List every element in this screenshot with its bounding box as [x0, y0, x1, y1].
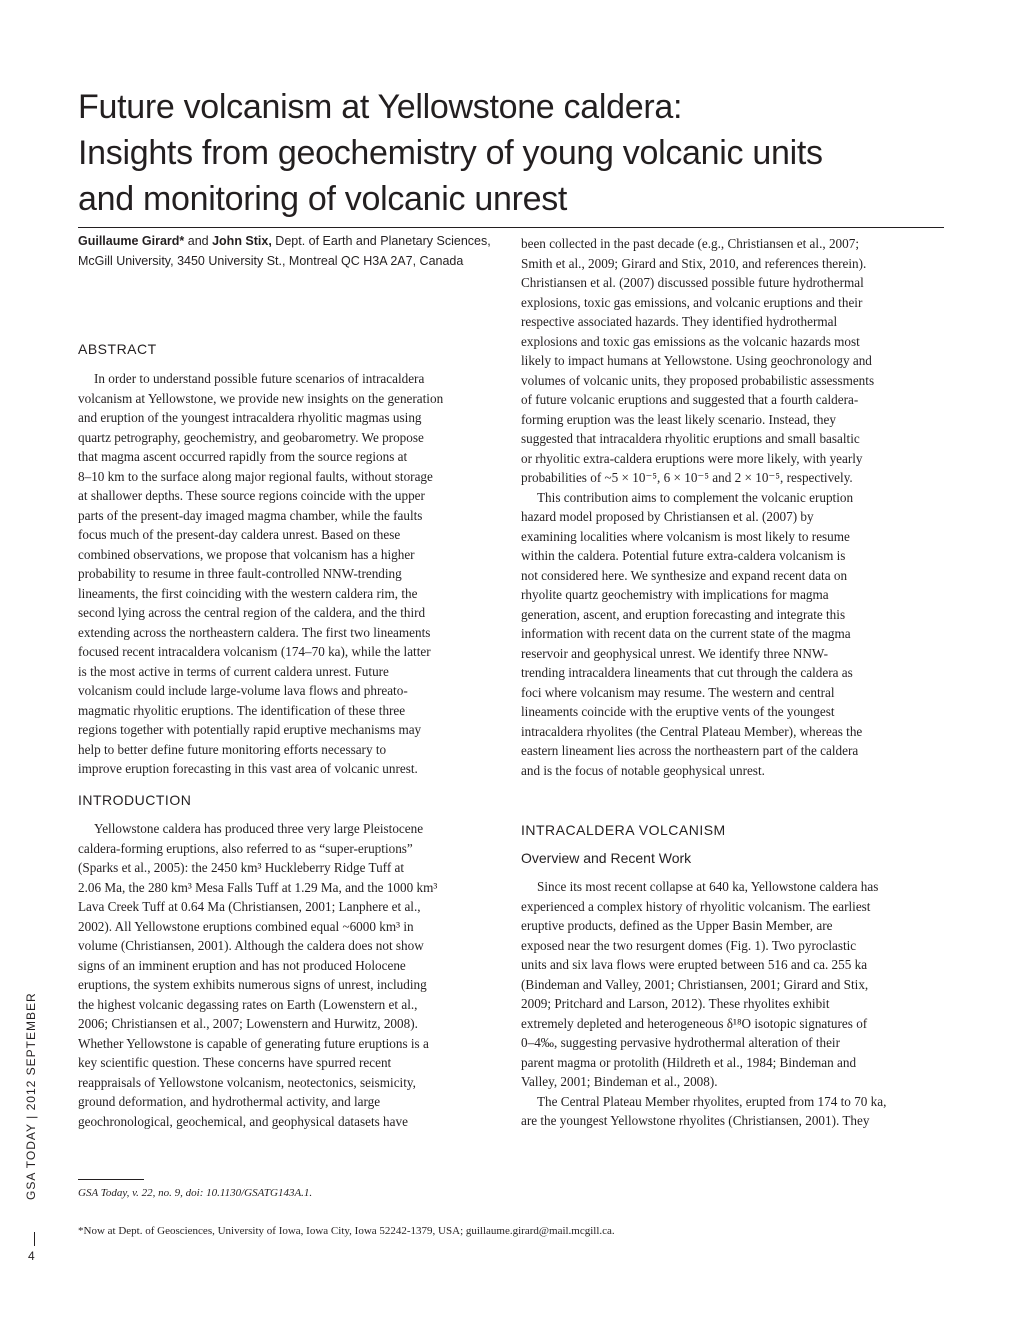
- text-line: within the caldera. Potential future extra-caldera volcanism is: [521, 548, 846, 563]
- author-name: Guillaume Girard*: [78, 234, 185, 248]
- author-footnote: *Now at Dept. of Geosciences, University of Iowa, Iowa City, Iowa 52242-1379, USA; guillaume.girard@mail.mcgill.ca.: [78, 1225, 615, 1237]
- introduction-text: [78, 819, 437, 1131]
- text-line: magmatic rhyolitic eruptions. The identification of these three: [78, 702, 406, 718]
- intracaldera-subheading: Overview and Recent Work: [521, 850, 692, 866]
- text-line: eruptive products, defined as the Upper Basin Member, are: [521, 918, 833, 933]
- citation-footnote: GSA Today, v. 22, no. 9, doi: 10.1130/GSATG143A.1.: [78, 1187, 313, 1199]
- text-line: regions together with potentially rapid eruptive mechanisms may: [78, 722, 422, 737]
- text-line: Since its most recent collapse at 640 ka, Yellowstone caldera has: [537, 879, 879, 894]
- text-line: combined observations, we propose that volcanism has a higher: [78, 546, 415, 562]
- text-line: trending intracaldera lineaments that cut through the caldera as: [521, 665, 853, 680]
- text-line: 2.06 Ma, the 280 km³ Mesa Falls Tuff at 1.29 Ma, and the 1000 km³: [78, 879, 438, 895]
- text-line: Valley, 2001; Bindeman et al., 2008).: [521, 1074, 718, 1089]
- text-line: second lying across the central region of the caldera, and the third: [78, 605, 426, 620]
- author-block: [78, 231, 498, 271]
- text-line: volcanism at Yellowstone, we provide new insights on the generation: [78, 390, 444, 406]
- text-line: 2002). All Yellowstone eruptions combined equal ~6000 km³ in: [78, 918, 414, 934]
- text-line: extending across the northeastern caldera. The first two lineaments: [78, 624, 431, 640]
- article-title: [78, 84, 948, 222]
- text-line: parts of the present-day imaged magma chamber, while the faults: [78, 507, 423, 523]
- text-line: suggested that intracaldera rhyolitic eruptions and small basaltic: [521, 431, 860, 446]
- text-line: probabilities of ~5 × 10⁻⁵, 6 × 10⁻⁵ and 2 × 10⁻⁵, respectively.: [521, 470, 853, 485]
- text-line: extremely depleted and heterogeneous δ¹⁸O isotopic signatures of: [521, 1015, 868, 1031]
- text-line: Christiansen et al. (2007) discussed possible future hydrothermal: [521, 275, 864, 290]
- text-line: reservoir and geophysical unrest. We identify three NNW-: [521, 645, 829, 661]
- text-line: focus much of the present-day caldera unrest. Based on these: [78, 527, 401, 542]
- text-line: 2006; Christiansen et al., 2007; Lowenstern and Hurwitz, 2008).: [78, 1016, 418, 1031]
- text-line: and eruption of the youngest intracaldera rhyolitic magmas using: [78, 410, 422, 425]
- text-line: parent magma or protolith (Hildreth et al., 1984; Bindeman and: [521, 1054, 857, 1070]
- text-line: examining localities where volcanism is most likely to resume: [521, 528, 850, 544]
- intracaldera-heading: INTRACALDERA VOLCANISM: [521, 822, 726, 838]
- text-line: volumes of volcanic units, they proposed probabilistic assessments: [521, 372, 875, 388]
- text-line: (Sparks et al., 2005): the 2450 km³ Huckleberry Ridge Tuff at: [78, 860, 405, 875]
- text-line: likely to impact humans at Yellowstone. Using geochronology and: [521, 353, 872, 368]
- title-line: Future volcanism at Yellowstone caldera:: [78, 88, 683, 126]
- text-line: been collected in the past decade (e.g., Christiansen et al., 2007;: [521, 236, 859, 251]
- page-number: 4: [28, 1249, 35, 1263]
- text-line: at shallower depths. These source regions coincide with the upper: [78, 488, 425, 503]
- text-line: quartz petrography, geochemistry, and geobarometry. We propose: [78, 429, 424, 445]
- intracaldera-text: [521, 877, 886, 1131]
- introduction-heading: INTRODUCTION: [78, 792, 192, 808]
- text-line: are the youngest Yellowstone rhyolites (Christiansen, 2001). They: [521, 1113, 870, 1128]
- text-line: Whether Yellowstone is capable of generating future eruptions is a: [78, 1035, 429, 1051]
- text-line: or rhyolitic extra-caldera eruptions were more likely, with yearly: [521, 450, 863, 466]
- journal-spine-label: GSA TODAY | 2012 SEPTEMBER: [24, 992, 38, 1200]
- text-line: caldera-forming eruptions, also referred to as “super-eruptions”: [78, 840, 413, 856]
- text-line: 2009; Pritchard and Larson, 2012). These rhyolites exhibit: [521, 996, 830, 1011]
- text-line: and is the focus of notable geophysical unrest.: [521, 762, 765, 778]
- title-line: Insights from geochemistry of young volcanic units: [78, 134, 823, 172]
- text-line: This contribution aims to complement the volcanic eruption: [537, 489, 854, 505]
- text-line: focused recent intracaldera volcanism (174–70 ka), while the latter: [78, 644, 431, 659]
- text-line: of future volcanic eruptions and suggested that a fourth caldera-: [521, 392, 859, 407]
- text-line: probability to resume in three fault-controlled NNW-trending: [78, 566, 402, 581]
- text-line: intracaldera rhyolites (the Central Plateau Member), whereas the: [521, 723, 863, 739]
- text-line: rhyolite quartz geochemistry with implications for magma: [521, 587, 829, 602]
- text-line: The Central Plateau Member rhyolites, erupted from 174 to 70 ka,: [537, 1093, 887, 1109]
- text-line: hazard model proposed by Christiansen et al. (2007) by: [521, 509, 814, 524]
- text-line: 8–10 km to the surface along major regional faults, without storage: [78, 468, 433, 484]
- text-line: In order to understand possible future scenarios of intracaldera: [94, 371, 425, 386]
- abstract-heading: ABSTRACT: [78, 341, 157, 357]
- text-line: eruptions, the system exhibits numerous signs of unrest, including: [78, 977, 427, 992]
- text-line: units and six lava flows were erupted between 516 and ca. 255 ka: [521, 957, 868, 972]
- text-line: respective associated hazards. They identified hydrothermal: [521, 314, 838, 329]
- text-line: Yellowstone caldera has produced three very large Pleistocene: [94, 821, 424, 836]
- text-line: not considered here. We synthesize and expand recent data on: [521, 567, 848, 583]
- text-line: the highest volcanic degassing rates on Earth (Lowenstern et al.,: [78, 996, 418, 1012]
- text-line: that magma ascent occurred rapidly from the source regions at: [78, 449, 408, 464]
- title-divider: [78, 227, 944, 228]
- author-conjunction: and: [184, 234, 213, 248]
- author-affiliation: Dept. of Earth and Planetary Sciences, McGill University, 3450 University St., Montreal QC H3A 2A7, Canada: [78, 234, 491, 268]
- text-line: volcanism could include large-volume lava flows and phreato-: [78, 683, 408, 698]
- text-line: signs of an imminent eruption and has not produced Holocene: [78, 957, 406, 973]
- introduction-continued-text: [521, 234, 874, 780]
- text-line: lineaments, the first coinciding with the western caldera rim, the: [78, 585, 418, 601]
- text-line: Lava Creek Tuff at 0.64 Ma (Christiansen, 2001; Lanphere et al.,: [78, 899, 421, 914]
- text-line: 0–4‰, suggesting pervasive hydrothermal alteration of their: [521, 1035, 840, 1050]
- text-line: help to better define future monitoring efforts necessary to: [78, 741, 387, 757]
- text-line: volume (Christiansen, 2001). Although the caldera does not show: [78, 938, 424, 953]
- text-line: explosions, toxic gas emissions, and volcanic eruptions and their: [521, 294, 863, 310]
- author-name: John Stix,: [212, 234, 272, 248]
- text-line: (Bindeman and Valley, 2001; Christiansen, 2001; Girard and Stix,: [521, 976, 869, 992]
- text-line: explosions and toxic gas emissions as the volcanic hazards most: [521, 333, 860, 349]
- text-line: generation, ascent, and eruption forecasting and integrate this: [521, 606, 846, 622]
- text-line: ground deformation, and hydrothermal activity, and large: [78, 1094, 381, 1109]
- text-line: key scientific question. These concerns have spurred recent: [78, 1055, 392, 1070]
- text-line: exposed near the two resurgent domes (Fig. 1). Two pyroclastic: [521, 937, 857, 953]
- abstract-text: [78, 369, 443, 779]
- text-line: eastern lineament lies across the northeastern part of the caldera: [521, 743, 859, 758]
- title-line: and monitoring of volcanic unrest: [78, 180, 568, 218]
- text-line: is the most active in terms of current caldera unrest. Future: [78, 663, 389, 679]
- text-line: reappraisals of Yellowstone volcanism, neotectonics, seismicity,: [78, 1074, 416, 1090]
- text-line: forming eruption was the least likely scenario. Instead, they: [521, 411, 836, 427]
- text-line: improve eruption forecasting in this vast area of volcanic unrest.: [78, 761, 418, 776]
- text-line: information with recent data on the current state of the magma: [521, 626, 851, 641]
- text-line: foci where volcanism may resume. The western and central: [521, 684, 835, 700]
- footnote-divider: [78, 1179, 144, 1180]
- page-number-divider: [34, 1232, 35, 1246]
- text-line: lineaments coincide with the eruptive vents of the youngest: [521, 704, 835, 719]
- text-line: experienced a complex history of rhyolitic volcanism. The earliest: [521, 898, 871, 914]
- text-line: Smith et al., 2009; Girard and Stix, 2010, and references therein).: [521, 255, 867, 271]
- text-line: geochronological, geochemical, and geophysical datasets have: [78, 1113, 408, 1129]
